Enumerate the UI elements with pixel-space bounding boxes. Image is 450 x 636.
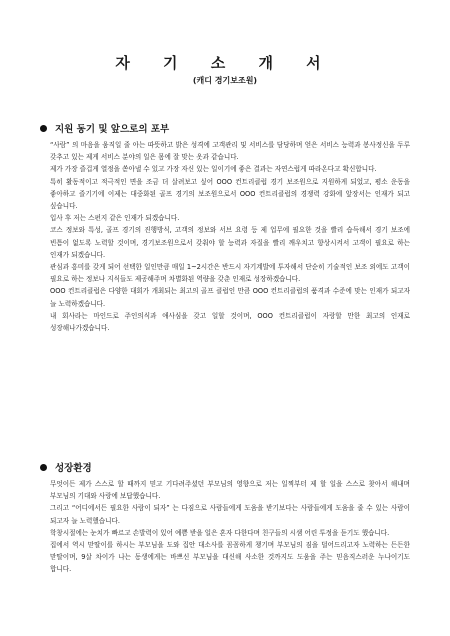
- section-heading: [40, 460, 410, 474]
- bullet-icon: [40, 125, 47, 132]
- paragraph: 그리고 “어디에서든 필요한 사람이 되자” 는 다짐으로 사람들에게 도움을 받기보다는 사람들에게 도움을 줄 수 있는 사람이 되고자 늘 노력했습니다.: [50, 504, 410, 525]
- section-background: [40, 460, 410, 576]
- paragraph: 특히 활동적이고 적극적인 면을 조금 더 살려보고 싶어 OOO 컨트리클럽 경기 보조원으로 지원하게 되었고, 평소 운동을 좋아하고 즐기기에 이제는 대중화된 골프 경기의 보조원으로서 OOO 컨트리클럽의 경쟁력 강화에 앞장서는 인재가 되고 싶습니다.: [50, 177, 410, 211]
- paragraph: 집에서 역시 맏딸이를 하시는 부모님을 도와 집안 대소사를 꼼꼼하게 챙기며 부모님의 짐을 덜어드리고자 노력하는 든든한 맏딸이며, 9살 차이가 나는 동생에게는 바쁘신 부모님을 대신해 사소한 것까지도 도움을 주는 믿음직스러운 누나이기도 합니다.: [50, 541, 410, 574]
- paragraph: 무엇이든 제가 스스로 할 때까지 믿고 기다려주셨던 부모님의 영향으로 저는 일찍부터 제 할 일을 스스로 찾아서 해내며 부모님의 기대와 사랑에 보답했습니다.: [50, 480, 410, 501]
- paragraph: 학창시절에는 눈치가 빠르고 손발력이 있어 예쁨 받을 일은 혼자 다한다며 친구들의 시샘 어린 투정을 듣기도 했습니다.: [50, 528, 390, 537]
- document-title: 자 기 소 개 서: [115, 54, 335, 72]
- section-heading: [40, 121, 410, 135]
- paragraph: “사람” 의 마음을 움직일 줄 아는 따뜻하고 밝은 성격에 고객관리 및 서비스를 담당하며 얻은 서비스 능력과 봉사정신을 두루 갖추고 있는 제게 서비스 분야의 일은 몸에 잘 맞는 옷과 같습니다.: [50, 141, 410, 162]
- paragraph: 입사 후 저는 스펀지 같은 인재가 되겠습니다.: [50, 214, 180, 223]
- paragraph: 관심과 흥미를 갖게 되어 선택한 일인만큼 매일 1~2시간은 반드시 자기계발에 투자해서 단순히 기술적인 보조 외에도 고객이 필요로 하는 정보나 지식들도 제공해주며 차별화된 역량을 갖춘 인재로 성장하겠습니다.: [50, 263, 410, 284]
- section-heading-text: 성장환경: [55, 463, 92, 474]
- paragraph: 코스 정보와 특성, 골프 경기의 진행방식, 고객의 정보와 서브 요령 등 제 업무에 필요한 것을 빨리 습득해서 경기 보조에 빈틈이 없도록 노력할 것이며, 경기보조원으로서 갖춰야 할 능력과 자질을 빨리 깨우치고 향상시켜서 고객이 필요로 하는 인재가 되겠습니다.: [50, 226, 410, 259]
- document-subtitle: (캐디 경기보조원): [192, 76, 258, 85]
- paragraph: OOO 컨트리클럽은 다양한 대회가 개최되는 최고의 골프 클럽인 만큼 OOO 컨트리클럽의 품격과 수준에 맞는 인재가 되고자 늘 노력하겠습니다.: [50, 287, 410, 308]
- section-heading-text: 지원 동기 및 앞으로의 포부: [55, 124, 170, 135]
- paragraph: 제가 가장 즐겁게 열정을 쏟아낼 수 있고 가장 자신 있는 일이기에 좋은 결과는 자연스럽게 따라온다고 확신합니다.: [50, 165, 377, 174]
- bullet-icon: [40, 464, 47, 471]
- section-motivation: [40, 121, 410, 334]
- paragraph: 내 회사라는 마인드로 주인의식과 애사심을 갖고 일할 것이며, OOO 컨트리클럽이 자랑할 만한 최고의 인재로 성장해나가겠습니다.: [50, 311, 410, 333]
